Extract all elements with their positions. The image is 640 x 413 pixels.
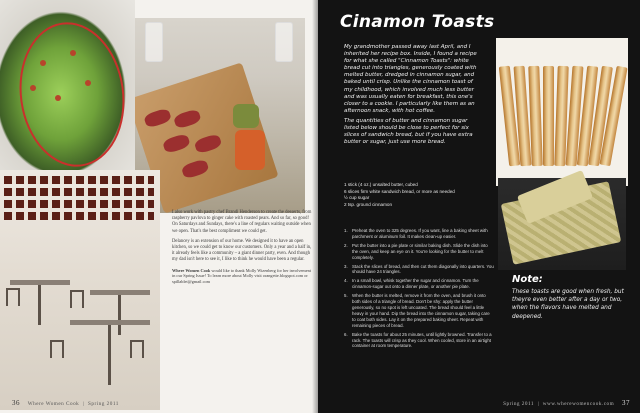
wine-glass: [145, 22, 163, 62]
restaurant-interior-photo: [0, 170, 160, 410]
instruction-list: [344, 228, 494, 352]
ingredient-list: [344, 182, 494, 208]
issue-name: Spring 2011: [503, 401, 534, 407]
issue-name: Spring 2011: [88, 401, 119, 407]
ingredient-item: 1 stick (4 oz.) unsalted butter, cubed: [344, 182, 418, 187]
intro-paragraph: The quantities of butter and cinnamon sugar listed below should be close to perfect for six slices of sandwich bread, but if you have extra butter or sugar, just use more bread.: [344, 117, 473, 146]
article-body: [172, 210, 312, 288]
note-text: These toasts are good when fresh, but theyre even better after a day or two, when the flavors have melted and deepened.: [512, 289, 624, 320]
recipe-intro: [344, 44, 482, 149]
website: www.wherewomencook.com: [542, 401, 615, 407]
credit-bold: Where Women Cook: [172, 267, 211, 273]
credit-note: [172, 268, 312, 285]
ingredient-item: 2 tsp. ground cinnamon: [344, 201, 393, 207]
recipe-title: Cinamon Toasts: [340, 12, 495, 32]
article-paragraph: Delancey is an extension of our home. We designed it to have an open kitchen, so we could get to know our customers. Only a year and a half in, it already feels like a community – a giant dinner party, even. And though my dad isn't here to see it, I like to think he would have been a regular.: [172, 238, 312, 263]
magazine-name: Where Women Cook: [27, 401, 80, 407]
footer-right: Spring 2011 | www.wherewomencook.com 37: [503, 399, 630, 407]
pepper-jar: [235, 130, 265, 170]
toast-photo: [496, 38, 628, 186]
right-page: [318, 0, 640, 413]
page-number: 36: [12, 399, 20, 407]
left-page: [0, 0, 318, 413]
olive-jar: [233, 104, 259, 128]
salad-photo: [0, 0, 135, 170]
step-item: 5. When the butter is melted, remove it from the oven, and brush it onto both sides of a triangle of bread. Don't be shy: apply the butter generously, so no spot is left uncoated. The bread should feel a little heavy in your hand. Dip the bread into the cinnamon sugar, taking care to coat both sides. Lay it on the prepared baking sheet. Repeat with remaining pieces of bread.: [344, 293, 490, 328]
note-title: Note:: [512, 274, 543, 285]
red-circle-annotation: [10, 15, 133, 170]
step-item: 3. Stack the slices of bread, and then cut them diagonally into quarters. You should have 24 triangles.: [344, 263, 494, 275]
charcuterie-photo: [135, 18, 305, 213]
step-item: 1. Preheat the oven to 325 degrees. If you want, line a baking sheet with parchment or aluminum foil. It makes clean-up easier.: [344, 228, 488, 239]
credit-text: would like to thank Molly Wizenberg for her involvement in our Spring Issue! To learn more about Molly visit orangette.blogspot.com or spillablet@gmail.com: [172, 267, 312, 284]
intro-paragraph: My grandmother passed away last April, and I inherited her recipe box. Inside, I found a recipe for what she called "Cinnamon Toasts": white bread cut into triangles, generously coated with melted butter, dredged in cinnamon sugar, and baked until crisp. Unlike the cinnamon toast of my childhood, which involved much less butter and was usually eaten for breakfast, this one's closer to a cookie. I particularly like them as an afternoon snack, with hot coffee.: [344, 44, 477, 114]
step-item: 6. Bake the toasts for about 25 minutes, until lightly browned. Transfer to a rack. The toasts will crisp as they cool. When cooled, store in an airtight container at room temperature.: [344, 331, 492, 349]
ingredient-item: ½ cup sugar: [344, 195, 370, 201]
step-item: 4. In a small bowl, whisk together the sugar and cinnamon. Turn the cinnamon-sugar out onto a dinner plate, or another pie plate.: [344, 278, 479, 290]
recipe-box-photo: [498, 178, 626, 270]
page-number: 37: [622, 399, 630, 407]
article-paragraph: I also work with pastry chef Brandi Henderson to create the desserts, from raspberry pavlova to ginger cake with roasted pears. And so far, so good! On Saturdays and Sundays, there's a line of regulars waiting outside when we open. That's the best compliment we could get.: [172, 210, 312, 234]
footer-left: 36 Where Women Cook | Spring 2011: [12, 399, 119, 407]
step-item: 2. Put the butter into a pie plate or similar baking dish. Slide the dish into the oven, and keep an eye on it. You're looking for the butter to melt completely.: [344, 242, 488, 260]
wine-glass: [275, 22, 293, 62]
ingredient-item: 6 slices firm white sandwich bread, or more as needed: [344, 188, 455, 194]
